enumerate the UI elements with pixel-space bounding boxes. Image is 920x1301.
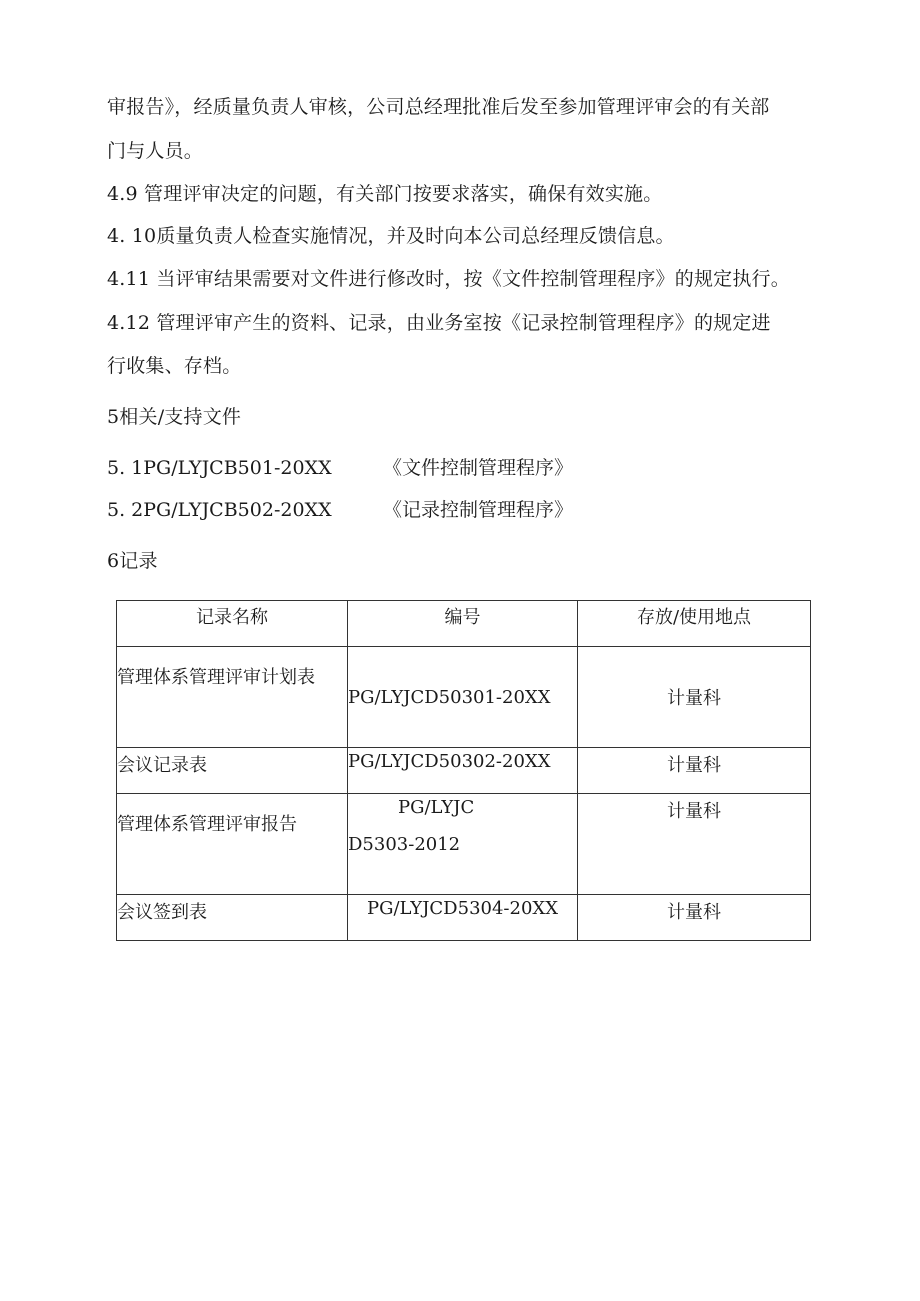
record-code bbox=[348, 794, 578, 895]
record-name: 管理体系管理评审报告 bbox=[117, 794, 348, 895]
paragraph-line: 审报告》，经质量负责人审核，公司总经理批准后发至参加管理评审会的有关部 bbox=[107, 96, 770, 118]
reference-code: 5. 2PG/LYJCB502-20XX bbox=[107, 499, 332, 521]
record-code-line: PG/LYJC bbox=[398, 797, 475, 818]
column-header-code: 编号 bbox=[348, 601, 578, 647]
record-name: 会议签到表 bbox=[117, 895, 348, 941]
record-code: PG/LYJCD50301-20XX bbox=[348, 647, 578, 748]
table-row bbox=[117, 647, 811, 748]
reference-title: 《记录控制管理程序》 bbox=[383, 499, 574, 521]
clause-4-12: 4.12 管理评审产生的资料、记录，由业务室按《记录控制管理程序》的规定进 bbox=[107, 312, 771, 334]
record-location: 计量科 bbox=[578, 895, 811, 941]
paragraph-line: 门与人员。 bbox=[107, 140, 204, 162]
clause-4-10: 4. 10质量负责人检查实施情况，并及时向本公司总经理反馈信息。 bbox=[107, 225, 675, 247]
record-name: 管理体系管理评审计划表 bbox=[117, 647, 348, 748]
record-location: 计量科 bbox=[578, 794, 811, 895]
table-row bbox=[117, 794, 811, 895]
column-header-location: 存放/使用地点 bbox=[578, 601, 811, 647]
clause-4-11: 4.11 当评审结果需要对文件进行修改时，按《文件控制管理程序》的规定执行。 bbox=[107, 268, 790, 290]
column-header-name: 记录名称 bbox=[117, 601, 348, 647]
paragraph-line: 行收集、存档。 bbox=[107, 355, 242, 377]
table-header-row bbox=[117, 601, 811, 647]
section-6-heading: 6记录 bbox=[107, 550, 158, 572]
record-code: PG/LYJCD5304-20XX bbox=[348, 895, 578, 941]
section-5-heading: 5相关/支持文件 bbox=[107, 406, 242, 428]
record-name: 会议记录表 bbox=[117, 748, 348, 794]
reference-code: 5. 1PG/LYJCB501-20XX bbox=[107, 457, 332, 479]
record-code-line: D5303-2012 bbox=[348, 834, 461, 855]
table-row bbox=[117, 895, 811, 941]
record-location: 计量科 bbox=[578, 647, 811, 748]
records-table bbox=[116, 600, 811, 941]
record-location: 计量科 bbox=[578, 748, 811, 794]
record-code: PG/LYJCD50302-20XX bbox=[348, 748, 578, 794]
table-row bbox=[117, 748, 811, 794]
clause-4-9: 4.9 管理评审决定的问题，有关部门按要求落实，确保有效实施。 bbox=[107, 183, 663, 205]
reference-title: 《文件控制管理程序》 bbox=[383, 457, 574, 479]
